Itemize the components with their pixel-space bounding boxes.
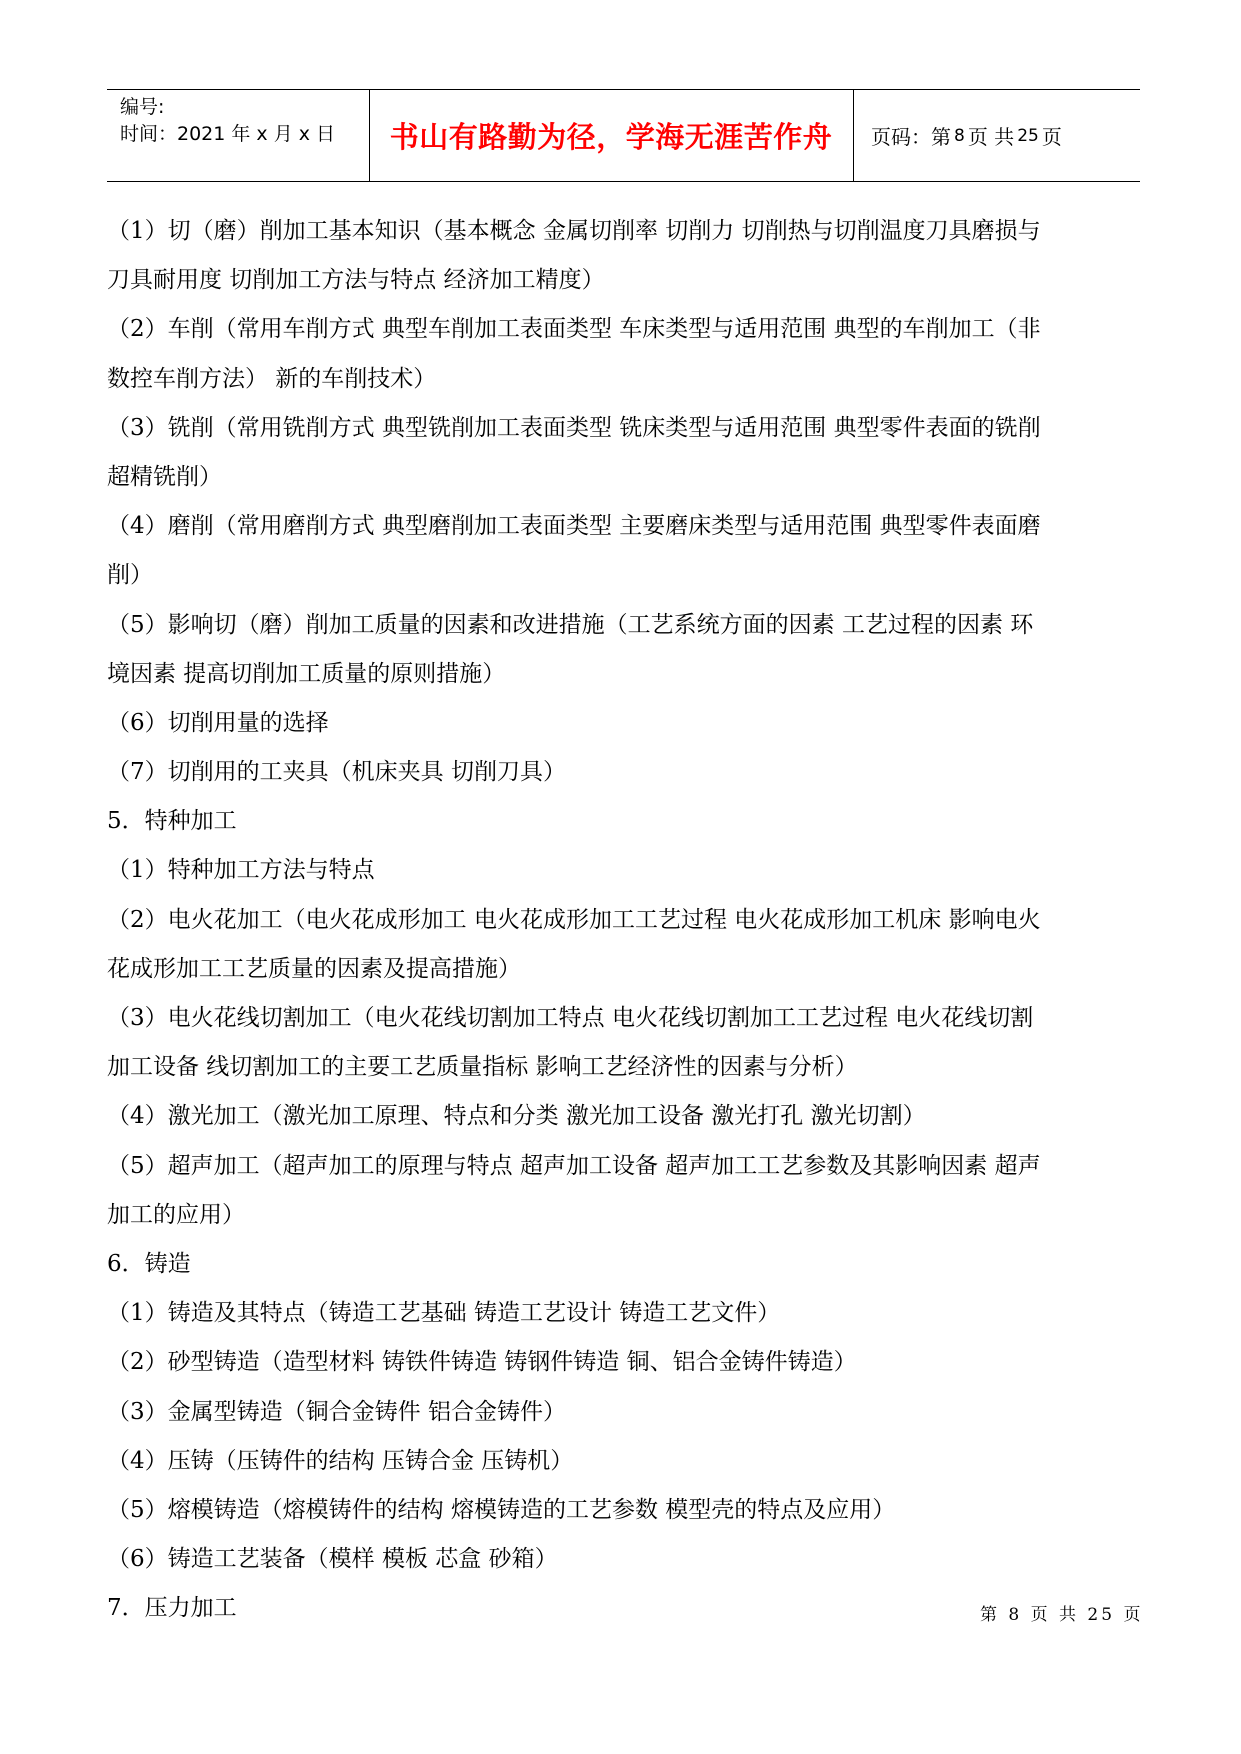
text-line: （2）电火花加工（电火花成形加工 电火花成形加工工艺过程 电火花成形加工机床 影响电火 (107, 906, 1041, 933)
text-line: 加工的应用） (107, 1201, 245, 1228)
text-line: （6）铸造工艺装备（模样 模板 芯盒 砂箱） (107, 1546, 558, 1573)
text-line: （4）激光加工（激光加工原理、特点和分类 激光加工设备 激光打孔 激光切割） (107, 1103, 926, 1130)
text-line: （4）压铸（压铸件的结构 压铸合金 压铸机） (107, 1447, 574, 1474)
header-divider-right (853, 90, 854, 181)
text-line: （1）铸造及其特点（铸造工艺基础 铸造工艺设计 铸造工艺文件） (107, 1300, 781, 1327)
page-footer: 第 8 页 共 25 页 (980, 1605, 1144, 1625)
text-line: （5）影响切（磨）削加工质量的因素和改进措施（工艺系统方面的因素 工艺过程的因素 环 (107, 611, 1034, 638)
document-body (107, 207, 1137, 1633)
page-header (107, 89, 1140, 182)
header-page-indicator (871, 90, 1062, 181)
text-line: 5．特种加工 (107, 808, 237, 835)
text-line: 削） (107, 562, 153, 589)
text-line: （5）熔模铸造（熔模铸件的结构 熔模铸造的工艺参数 模型壳的特点及应用） (107, 1496, 896, 1523)
text-line: （1）切（磨）削加工基本知识（基本概念 金属切削率 切削力 切削热与切削温度刀具磨损与 (107, 218, 1041, 244)
text-line: 花成形加工工艺质量的因素及提高措施） (107, 955, 521, 982)
document-date: 时间：2021 年 x 月 x 日 (120, 123, 336, 145)
text-line: 7．压力加工 (107, 1595, 237, 1622)
text-line: 加工设备 线切割加工的主要工艺质量指标 影响工艺经济性的因素与分析） (107, 1054, 858, 1081)
text-line: （1）特种加工方法与特点 (107, 857, 375, 884)
page-mid: 页 共 (967, 125, 1015, 149)
text-line: （3）铣削（常用铣削方式 典型铣削加工表面类型 铣床类型与适用范围 典型零件表面的铣削 (107, 414, 1041, 441)
text-line: （3）电火花线切割加工（电火花线切割加工特点 电火花线切割加工工艺过程 电火花线切割 (107, 1005, 1034, 1031)
text-line: （5）超声加工（超声加工的原理与特点 超声加工设备 超声加工工艺参数及其影响因素 超声 (107, 1152, 1041, 1179)
text-line: 境因素 提高切削加工质量的原则措施） (107, 660, 506, 687)
header-motto: 书山有路勤为径，学海无涯苦作舟 (389, 120, 833, 154)
document-number-label: 编号: (120, 96, 165, 118)
text-line: 超精铣削） (107, 463, 222, 490)
page-prefix: 页码：第 (871, 125, 951, 149)
header-meta (120, 94, 360, 148)
page-current: 8 (954, 125, 965, 146)
text-line: （2）车削（常用车削方式 典型车削加工表面类型 车床类型与适用范围 典型的车削加工（非 (107, 316, 1041, 343)
text-line: （2）砂型铸造（造型材料 铸铁件铸造 铸钢件铸造 铜、铝合金铸件铸造） (107, 1349, 857, 1376)
text-line: （4）磨削（常用磨削方式 典型磨削加工表面类型 主要磨床类型与适用范围 典型零件表面磨 (107, 513, 1041, 540)
page-total: 25 (1017, 125, 1039, 146)
text-line: （3）金属型铸造（铜合金铸件 铝合金铸件） (107, 1398, 566, 1425)
text-line: （6）切削用量的选择 (107, 709, 329, 736)
text-line: （7）切削用的工夹具（机床夹具 切削刀具） (107, 759, 566, 786)
text-line: 数控车削方法） 新的车削技术） (107, 365, 437, 392)
text-line: 刀具耐用度 切削加工方法与特点 经济加工精度） (107, 267, 605, 294)
page-suffix: 页 (1041, 125, 1062, 149)
text-line: 6．铸造 (107, 1250, 191, 1277)
